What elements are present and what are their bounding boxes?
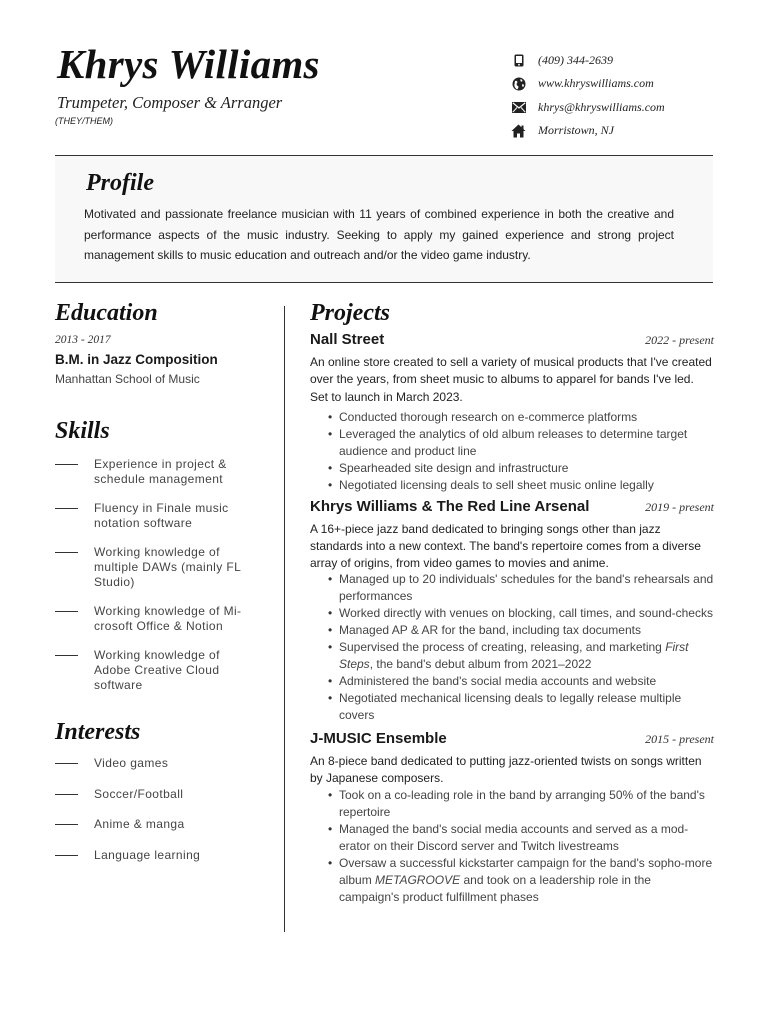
globe-icon xyxy=(510,76,527,92)
dash-divider xyxy=(55,508,78,509)
resume-name: Khrys Williams xyxy=(57,41,320,87)
profile-divider xyxy=(55,282,713,283)
dash-divider xyxy=(55,794,78,795)
dash-divider xyxy=(55,552,78,553)
bullet-item: • Spearheaded site design and infrastructure xyxy=(328,460,714,477)
right-column xyxy=(310,300,714,906)
bullet-item: • Managed AP & AR for the band, including tax documents xyxy=(328,622,714,639)
project-header xyxy=(310,331,714,348)
dash-divider xyxy=(55,855,78,856)
education-school: Manhattan School of Music xyxy=(55,372,200,386)
home-icon xyxy=(510,123,527,139)
contact-website xyxy=(510,72,665,95)
project-years: 2015 - present xyxy=(645,731,714,746)
skill-text: Fluency in Finale music notation software xyxy=(94,501,229,530)
bullet-item: • Negotiated mechanical licensing deals to legally release multiple covers xyxy=(328,690,714,724)
phone-icon xyxy=(510,53,527,69)
project-description: A 16+-piece jazz band dedicated to bringing songs other than jazz standards into a new context. The band's repertoire comes from a diverse array of origins, from video games to movies and anime. xyxy=(310,521,701,571)
resume-subtitle: Trumpeter, Composer & Arranger xyxy=(57,93,283,112)
skill-item xyxy=(55,648,265,693)
contact-list xyxy=(510,49,665,142)
contact-phone xyxy=(510,49,665,72)
contact-website-text[interactable]: www.khryswilliams.com xyxy=(538,76,654,91)
contact-phone-text[interactable]: (409) 344-2639 xyxy=(538,53,613,68)
interest-item xyxy=(55,848,265,879)
project-header xyxy=(310,498,714,515)
education-years: 2013 - 2017 xyxy=(55,334,111,346)
profile-text: Motivated and passionate freelance musician with 11 years of combined experience in both the creative and performance aspects of the music industry. Seeking to apply my gained experience and strong project management skills to music education and outreach and/or the video game industry. xyxy=(84,207,674,262)
education-degree: B.M. in Jazz Composition xyxy=(55,352,218,367)
skill-text: Working knowledge of Mi-crosoft Office & Notion xyxy=(94,604,242,633)
skill-item xyxy=(55,545,265,590)
bullet-item: • Managed up to 20 individuals' schedules for the band's rehearsals and performances xyxy=(328,571,714,605)
project-years: 2019 - present xyxy=(645,499,714,514)
interest-item xyxy=(55,787,265,818)
contact-location xyxy=(510,119,665,142)
bullet-item: • Took on a co-leading role in the band by arranging 50% of the band's repertoire xyxy=(328,787,714,821)
project-item xyxy=(310,730,714,907)
dash-divider xyxy=(55,611,78,612)
education-title: Education xyxy=(55,300,158,326)
column-divider xyxy=(284,306,285,932)
skill-text: Experience in project & schedule management xyxy=(94,457,227,486)
interest-text: Soccer/Football xyxy=(94,786,184,801)
skill-item xyxy=(55,501,265,531)
project-name: J-MUSIC Ensemble xyxy=(310,729,447,747)
interest-text: Video games xyxy=(94,756,169,770)
project-years: 2022 - present xyxy=(645,333,714,347)
project-bullets xyxy=(310,787,714,906)
project-description: An 8-piece band dedicated to putting jazz-oriented twists on songs written by Japanese composers. xyxy=(310,753,702,786)
projects-title: Projects xyxy=(310,300,390,326)
dash-divider xyxy=(55,464,78,465)
project-description: An online store created to sell a variety of musical products that I've created over the years, from sheet music to albums to apparel for bands I've led. Set to launch in March 2023. xyxy=(310,355,712,404)
skill-text: Working knowledge of multiple DAWs (mainly FL Studio) xyxy=(94,545,241,589)
left-column xyxy=(55,300,265,878)
bullet-item: • Conducted thorough research on e-commerce platforms xyxy=(328,409,714,426)
project-name: Nall Street xyxy=(310,331,385,348)
interest-item xyxy=(55,817,265,848)
skill-item xyxy=(55,604,265,634)
profile-title: Profile xyxy=(86,170,154,196)
bullet-item: • Worked directly with venues on blocking, call times, and sound-checks xyxy=(328,605,714,622)
dash-divider xyxy=(55,655,78,656)
project-bullets xyxy=(310,409,714,494)
skill-item xyxy=(55,457,265,487)
project-name: Khrys Williams & The Red Line Arsenal xyxy=(310,497,590,515)
envelope-icon xyxy=(510,99,527,115)
project-header xyxy=(310,730,714,747)
dash-divider xyxy=(55,763,78,764)
project-item xyxy=(310,331,714,494)
dash-divider xyxy=(55,824,78,825)
project-item xyxy=(310,498,714,724)
bullet-item: • Oversaw a successful kickstarter campaign for the band's sopho-more album METAGROOVE and took on a leadership role in the campaign's product fulfillment phases xyxy=(328,855,714,906)
contact-email xyxy=(510,96,665,119)
bullet-item: • Managed the band's social media accounts and served as a mod-erator on their Discord server and Twitch livestreams xyxy=(328,821,714,855)
bullet-item: • Supervised the process of creating, releasing, and marketing First Steps, the band's debut album from 2021–2022 xyxy=(328,639,714,673)
interest-text: Language learning xyxy=(94,847,201,862)
skills-title: Skills xyxy=(55,418,110,444)
bullet-item: • Administered the band's social media accounts and website xyxy=(328,673,714,690)
project-bullets xyxy=(310,571,714,724)
bullet-item: • Negotiated licensing deals to sell sheet music online legally xyxy=(328,477,714,494)
bullet-item: • Leveraged the analytics of old album releases to determine target audience and product line xyxy=(328,426,714,460)
contact-email-text[interactable]: khrys@khryswilliams.com xyxy=(538,99,665,114)
skill-text: Working knowledge of Adobe Creative Cloud software xyxy=(94,648,220,692)
pronouns: (THEY/THEM) xyxy=(55,116,113,126)
interests-title: Interests xyxy=(55,719,141,745)
interest-text: Anime & manga xyxy=(94,817,185,831)
contact-location-text: Morristown, NJ xyxy=(538,123,615,138)
interest-item xyxy=(55,756,265,787)
